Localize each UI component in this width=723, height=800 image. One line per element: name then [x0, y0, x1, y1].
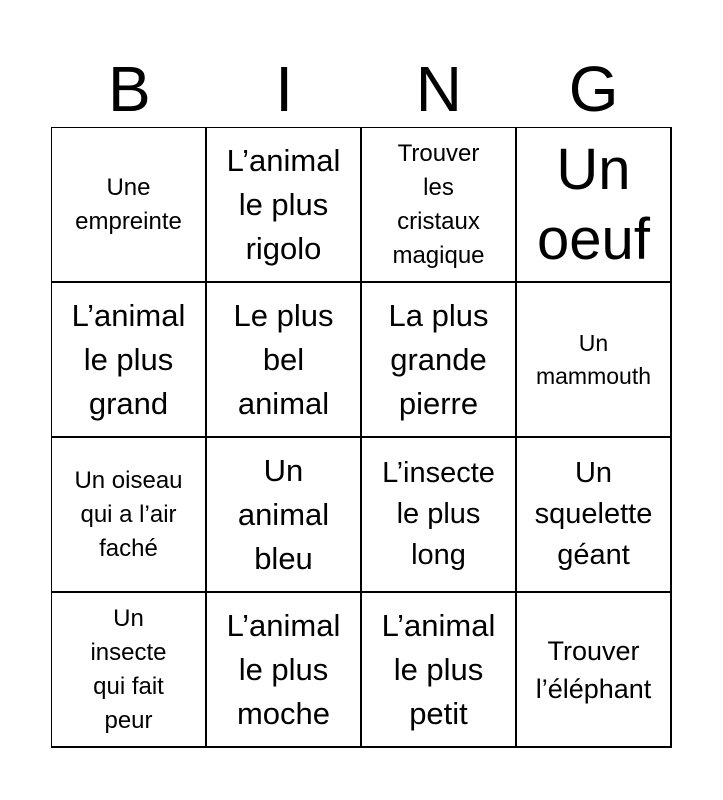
cell-text: Un mammouth: [535, 329, 652, 389]
cell-text: Un insecte qui fait peur: [90, 604, 167, 734]
cell-text: Le plus bel animal: [233, 297, 334, 421]
bingo-cell[interactable]: [517, 283, 672, 438]
bingo-cell[interactable]: [362, 128, 517, 283]
bingo-grid: [51, 127, 672, 748]
header-letter-i: I: [275, 53, 294, 125]
header-letter-n: N: [415, 53, 462, 125]
cell-text: L’animal le plus rigolo: [226, 142, 341, 266]
bingo-cell[interactable]: [517, 593, 672, 748]
cell-text: Un oiseau qui a l’air faché: [74, 466, 183, 562]
bingo-cell[interactable]: [207, 128, 362, 283]
cell-text: Un squelette géant: [534, 457, 653, 571]
bingo-cell[interactable]: [517, 438, 672, 593]
bingo-cell[interactable]: [207, 438, 362, 593]
cell-text: L’animal le plus moche: [226, 607, 341, 731]
cell-text: La plus grande pierre: [388, 297, 489, 421]
bingo-cell[interactable]: [52, 128, 207, 283]
cell-text: Un oeuf: [537, 136, 650, 272]
bingo-cell[interactable]: [517, 128, 672, 283]
cell-text: L’animal le plus grand: [71, 297, 186, 421]
bingo-cell[interactable]: [52, 283, 207, 438]
cell-text: Une empreinte: [75, 173, 182, 235]
cell-text: Un animal bleu: [237, 452, 330, 576]
cell-text: Trouver l’éléphant: [535, 635, 652, 704]
cell-text: L’insecte le plus long: [382, 457, 495, 571]
bingo-cell[interactable]: [207, 593, 362, 748]
bingo-cell[interactable]: [207, 283, 362, 438]
bingo-cell[interactable]: [362, 283, 517, 438]
bingo-cell[interactable]: [362, 438, 517, 593]
bingo-cell[interactable]: [52, 593, 207, 748]
header-letter-b: B: [108, 53, 151, 125]
bingo-header: [52, 50, 671, 128]
bingo-cell[interactable]: [52, 438, 207, 593]
bingo-cell[interactable]: [362, 593, 517, 748]
cell-text: L’animal le plus petit: [381, 607, 496, 731]
cell-text: Trouver les cristaux magique: [392, 139, 485, 269]
header-letter-g: G: [568, 53, 619, 125]
